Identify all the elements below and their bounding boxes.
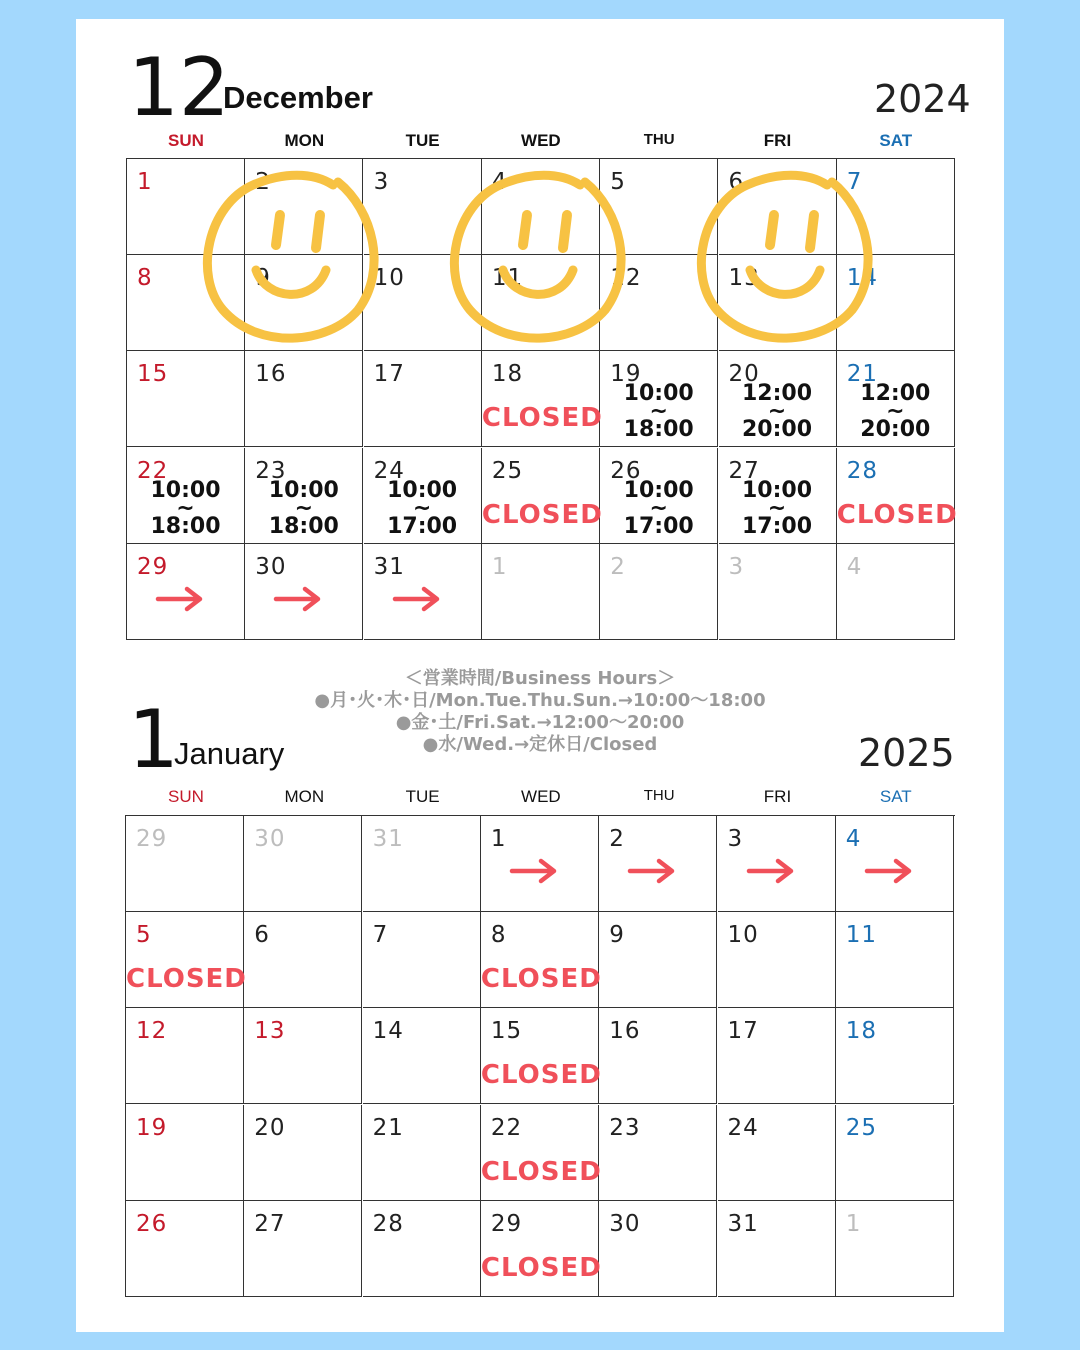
day-number: 10 (373, 265, 405, 292)
day-number: 22 (137, 457, 169, 484)
weekday-label: SAT (879, 131, 913, 150)
calendar-day-cell (719, 159, 837, 255)
calendar-day-cell (600, 255, 718, 351)
day-number: 11 (845, 922, 878, 949)
calendar-day-cell (482, 544, 600, 640)
calendar-day-cell (126, 816, 244, 912)
business-hours-range (245, 477, 362, 539)
december-grid (126, 158, 958, 640)
open-time: 10:00 (741, 477, 813, 503)
day-number: 16 (609, 1018, 641, 1045)
day-number: 6 (254, 922, 270, 949)
january-month-name: January (174, 736, 285, 771)
open-time: 10:00 (268, 477, 339, 503)
business-hours-heading: ＜営業時間/Business Hours＞ (404, 668, 676, 689)
day-number: 5 (136, 922, 152, 949)
day-number: 30 (255, 553, 287, 580)
calendar-day-cell (599, 1105, 717, 1201)
open-time: 10:00 (387, 477, 458, 503)
calendar-day-cell (719, 544, 837, 640)
day-number: 1 (137, 169, 153, 195)
calendar-day-cell (599, 912, 717, 1008)
arrow-right-icon (746, 858, 796, 884)
arrow-right-icon (155, 586, 205, 612)
calendar-day-cell (480, 912, 602, 1008)
close-time: 18:00 (623, 417, 694, 443)
business-hours-range (837, 381, 954, 443)
calendar-day-cell (245, 544, 363, 640)
closed-label: CLOSED (481, 403, 603, 434)
calendar-day-cell (245, 351, 363, 447)
calendar-day-cell (836, 1008, 954, 1104)
weekday-label: FRI (763, 131, 792, 150)
calendar-day-cell (244, 912, 362, 1008)
calendar-day-cell (364, 351, 482, 447)
day-number: 17 (373, 361, 405, 388)
day-number: 17 (727, 1018, 759, 1045)
calendar-day-cell (599, 1008, 717, 1104)
day-number: 5 (610, 169, 626, 195)
close-time: 20:00 (860, 417, 931, 443)
day-number: 29 (490, 1210, 523, 1237)
closed-label: CLOSED (480, 1060, 602, 1091)
day-number: 12 (610, 265, 642, 292)
day-number: 21 (846, 361, 879, 388)
calendar-day-cell (364, 544, 482, 640)
business-hours-range (600, 381, 717, 443)
day-number: 9 (255, 265, 271, 292)
day-number: 2 (610, 553, 626, 580)
day-number: 1 (845, 1210, 862, 1237)
calendar-day-cell (719, 255, 837, 351)
day-number: 26 (610, 457, 642, 484)
day-number: 22 (490, 1114, 523, 1141)
day-number: 8 (490, 922, 507, 949)
business-hours-range (364, 477, 481, 539)
day-number: 27 (254, 1210, 286, 1237)
close-time: 17:00 (387, 513, 458, 539)
calendar-day-cell (480, 1105, 602, 1201)
day-number: 25 (845, 1114, 878, 1141)
january-year: 2025 (858, 731, 955, 775)
day-number: 24 (727, 1114, 759, 1141)
day-number: 2 (609, 826, 625, 852)
day-number: 7 (372, 922, 389, 949)
day-number: 31 (727, 1210, 759, 1237)
day-number: 14 (846, 265, 879, 292)
tilde-separator: ~ (649, 399, 668, 425)
business-hours-range (719, 477, 836, 539)
calendar-day-cell (363, 912, 481, 1008)
calendar-day-cell (599, 1201, 717, 1297)
day-number: 8 (137, 265, 153, 292)
day-number: 15 (490, 1018, 523, 1045)
calendar-day-cell (837, 255, 955, 351)
close-time: 17:00 (623, 513, 694, 539)
calendar-day-cell (599, 816, 717, 912)
open-time: 10:00 (150, 477, 221, 503)
tilde-separator: ~ (649, 495, 668, 521)
day-number: 28 (846, 457, 879, 484)
day-number: 19 (610, 361, 642, 388)
tilde-separator: ~ (767, 399, 787, 425)
december-month-name: December (223, 80, 373, 115)
day-number: 7 (846, 169, 863, 195)
january-grid (125, 815, 955, 1297)
day-number: 31 (373, 553, 405, 580)
day-number: 29 (137, 553, 169, 580)
weekday-label: THU (643, 787, 675, 804)
day-number: 3 (727, 826, 744, 852)
calendar-day-cell (364, 159, 482, 255)
day-number: 6 (728, 169, 745, 195)
calendar-day-cell (245, 255, 363, 351)
day-number: 13 (728, 265, 760, 292)
closed-label: CLOSED (480, 1252, 602, 1283)
arrow-right-icon (392, 586, 442, 612)
day-number: 27 (728, 457, 760, 484)
calendar-day-cell (126, 1201, 244, 1297)
calendar-day-cell (364, 448, 482, 544)
closed-label: CLOSED (836, 499, 958, 530)
calendar-day-cell (718, 1105, 836, 1201)
day-number: 23 (255, 457, 287, 484)
close-time: 18:00 (268, 513, 339, 539)
day-number: 9 (609, 922, 625, 949)
weekday-label: SUN (168, 787, 204, 806)
calendar-day-cell (244, 1105, 362, 1201)
calendar-day-cell (837, 544, 955, 640)
calendar-day-cell (480, 1201, 602, 1297)
day-number: 26 (136, 1210, 168, 1237)
calendar-day-cell (719, 448, 837, 544)
weekday-label: TUE (405, 787, 440, 806)
calendar-day-cell (718, 816, 836, 912)
calendar-day-cell (481, 351, 603, 447)
day-number: 19 (136, 1114, 168, 1141)
day-number: 20 (728, 361, 760, 388)
calendar-day-cell (481, 816, 599, 912)
day-number: 18 (845, 1018, 878, 1045)
calendar-day-cell (836, 448, 958, 544)
open-time: 12:00 (860, 381, 931, 407)
calendar-day-cell (245, 159, 363, 255)
calendar-day-cell (127, 544, 245, 640)
weekday-label: THU (643, 131, 675, 148)
closed-label: CLOSED (480, 1156, 602, 1187)
weekday-label: WED (521, 131, 561, 150)
closed-label: CLOSED (126, 964, 247, 995)
january-month-number: 1 (128, 693, 179, 786)
day-number: 16 (255, 361, 287, 388)
tilde-separator: ~ (176, 495, 195, 521)
business-hours-range (600, 477, 717, 539)
open-time: 12:00 (741, 381, 813, 407)
arrow-right-icon (864, 858, 914, 884)
calendar-day-cell (481, 448, 603, 544)
day-number: 15 (137, 361, 169, 388)
business-hours-line: ●金･土/Fri.Sat.→12:00～20:00 (395, 712, 685, 733)
day-number: 10 (727, 922, 759, 949)
calendar-day-cell (480, 1008, 602, 1104)
day-number: 30 (609, 1210, 641, 1237)
weekday-label: TUE (405, 131, 440, 150)
business-hours-range (127, 477, 244, 539)
calendar-day-cell (482, 159, 600, 255)
calendar-day-cell (600, 159, 718, 255)
day-number: 20 (254, 1114, 286, 1141)
calendar-day-cell (837, 159, 955, 255)
weekday-label: WED (521, 787, 561, 806)
calendar-day-cell (126, 1008, 244, 1104)
calendar-day-cell (600, 544, 718, 640)
arrow-right-icon (273, 586, 323, 612)
calendar-day-cell (600, 448, 718, 544)
day-number: 28 (372, 1210, 404, 1237)
day-number: 3 (728, 553, 745, 580)
day-number: 25 (491, 457, 524, 484)
calendar-day-cell (127, 159, 245, 255)
calendar-day-cell (718, 1201, 836, 1297)
calendar-day-cell (127, 255, 245, 351)
calendar-day-cell (364, 255, 482, 351)
calendar-day-cell (126, 1105, 244, 1201)
day-number: 3 (373, 169, 390, 195)
calendar-day-cell (836, 1201, 954, 1297)
weekday-label: MON (284, 131, 325, 150)
day-number: 30 (254, 826, 286, 852)
business-hours-line: ●月･火･木･日/Mon.Tue.Thu.Sun.→10:00～18:00 (314, 690, 766, 711)
tilde-separator: ~ (886, 399, 905, 425)
day-number: 29 (136, 826, 168, 852)
day-number: 21 (372, 1114, 404, 1141)
calendar-day-cell (127, 448, 245, 544)
tilde-separator: ~ (294, 495, 314, 521)
calendar-day-cell (244, 816, 362, 912)
day-number: 13 (254, 1018, 286, 1045)
day-number: 12 (136, 1018, 168, 1045)
calendar-day-cell (836, 1105, 954, 1201)
calendar-day-cell (600, 351, 718, 447)
weekday-label: FRI (763, 787, 792, 806)
weekday-label: MON (284, 787, 325, 806)
arrow-right-icon (509, 858, 559, 884)
calendar-day-cell (363, 1105, 481, 1201)
calendar-day-cell (363, 1201, 481, 1297)
calendar-day-cell (836, 912, 954, 1008)
business-hours-range (719, 381, 836, 443)
day-number: 1 (491, 553, 508, 580)
weekday-label: SUN (168, 131, 204, 150)
closed-label: CLOSED (481, 499, 603, 530)
closed-label: CLOSED (480, 964, 602, 995)
calendar-day-cell (718, 912, 836, 1008)
calendar-day-cell (363, 816, 481, 912)
december-month-number: 12 (128, 41, 230, 134)
calendar-day-cell (837, 351, 955, 447)
day-number: 4 (845, 826, 862, 852)
day-number: 31 (372, 826, 404, 852)
business-hours-line: ●水/Wed.→定休日/Closed (422, 734, 658, 755)
tilde-separator: ~ (412, 495, 432, 521)
calendar-day-cell (836, 816, 954, 912)
arrow-right-icon (627, 858, 677, 884)
open-time: 10:00 (623, 381, 694, 407)
day-number: 14 (372, 1018, 404, 1045)
december-year: 2024 (874, 77, 971, 121)
day-number: 4 (846, 553, 863, 580)
calendar-day-cell (245, 448, 363, 544)
calendar-day-cell (127, 351, 245, 447)
calendar-day-cell (482, 255, 600, 351)
weekday-label: SAT (879, 787, 912, 806)
day-number: 4 (491, 169, 508, 195)
tilde-separator: ~ (767, 495, 787, 521)
close-time: 17:00 (741, 513, 813, 539)
day-number: 23 (609, 1114, 641, 1141)
day-number: 18 (491, 361, 524, 388)
calendar-day-cell (719, 351, 837, 447)
calendar-day-cell (244, 1201, 362, 1297)
day-number: 2 (255, 169, 271, 195)
open-time: 10:00 (623, 477, 694, 503)
day-number: 11 (491, 265, 524, 292)
calendar-day-cell (718, 1008, 836, 1104)
calendar-day-cell (126, 912, 247, 1008)
close-time: 20:00 (741, 417, 813, 443)
close-time: 18:00 (150, 513, 221, 539)
day-number: 24 (373, 457, 405, 484)
calendar-day-cell (244, 1008, 362, 1104)
calendar-day-cell (363, 1008, 481, 1104)
day-number: 1 (490, 826, 507, 852)
business-hours-notes (260, 668, 820, 756)
